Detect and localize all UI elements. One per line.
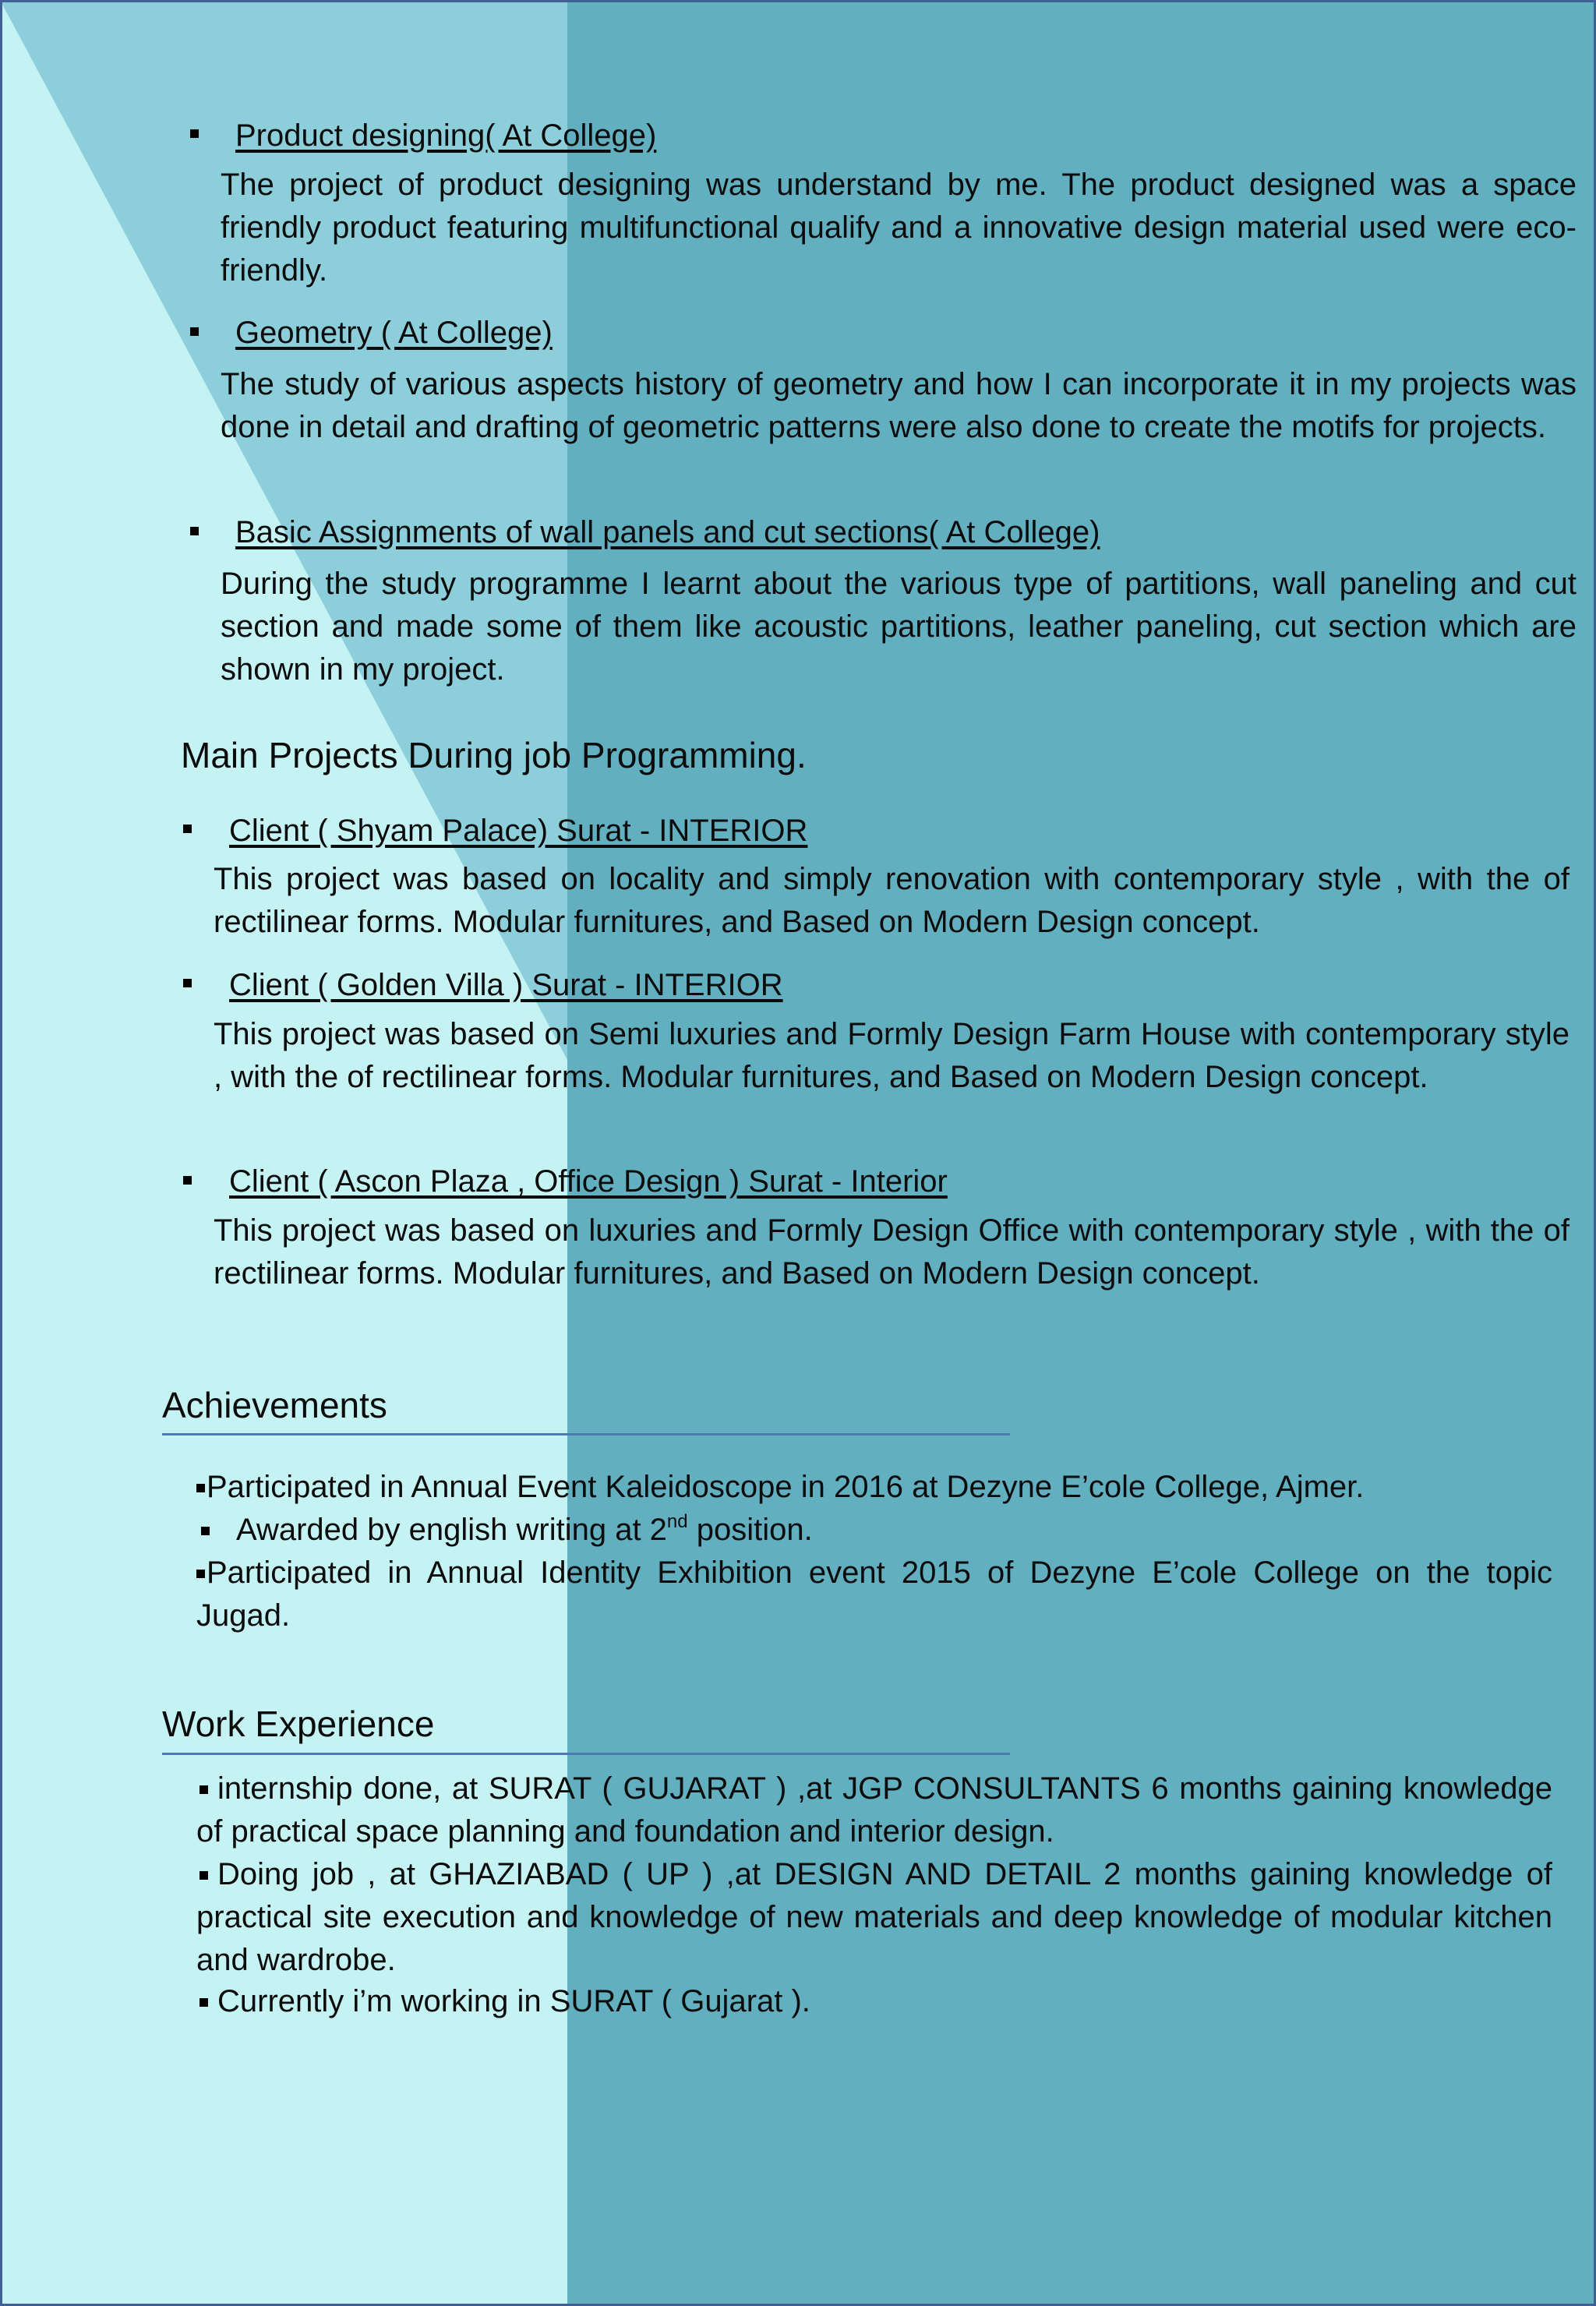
work-experience-item	[196, 1980, 1552, 2023]
client-project-description: This project was based on Semi luxuries and Formly Design Farm House with contemporary style , with the of rectilinear forms. Modular furnitures, and Based on Modern Design concept.	[214, 1017, 1570, 1094]
work-experience-text: Doing job , at GHAZIABAD ( UP ) ,at DESIGN AND DETAIL 2 months gaining knowledge of practical site execution and knowledge of new materials and deep knowledge of modular kitchen and wardrobe.	[196, 1857, 1552, 1977]
bullet-icon	[200, 1785, 208, 1794]
bullet-icon	[190, 527, 199, 535]
achievement-text: Participated in Annual Identity Exhibition event 2015 of Dezyne E’cole College on the topic Jugad.	[196, 1556, 1552, 1633]
section-divider	[162, 1753, 1010, 1755]
project-title: Geometry ( At College)	[235, 316, 553, 350]
bullet-icon	[190, 129, 199, 138]
section-divider	[162, 1433, 1010, 1436]
project-title: Product designing( At College)	[235, 118, 657, 153]
bullet-icon	[183, 1176, 192, 1185]
project-description: The study of various aspects history of geometry and how I can incorporate it in my projects was done in detail and drafting of geometric patterns were also done to create the motifs for projects.	[221, 367, 1577, 444]
bullet-icon	[200, 1871, 208, 1880]
achievement-item	[196, 1552, 1552, 1637]
achievement-text: Participated in Annual Event Kaleidoscope in 2016 at Dezyne E’cole College, Ajmer.	[207, 1470, 1365, 1504]
ordinal-suffix: nd	[666, 1511, 688, 1532]
bullet-icon	[190, 327, 199, 336]
client-project-description: This project was based on locality and simply renovation with contemporary style , with the of rectilinear forms. Modular furnitures, and Based on Modern Design concept.	[214, 862, 1570, 939]
client-project-title: Client ( Golden Villa ) Surat - INTERIOR	[229, 968, 783, 1002]
bullet-icon	[200, 1998, 208, 2007]
work-experience-text: Currently i’m working in SURAT ( Gujarat ).	[217, 1984, 810, 2018]
bullet-icon	[183, 825, 192, 833]
main-projects-heading: Main Projects During job Programming.	[181, 735, 807, 775]
bullet-icon	[196, 1484, 205, 1492]
bullet-icon	[183, 979, 192, 987]
achievement-item	[201, 1509, 1557, 1552]
project-title: Basic Assignments of wall panels and cut sections( At College)	[235, 515, 1100, 549]
client-project-title: Client ( Ascon Plaza , Office Design ) Surat - Interior	[229, 1164, 948, 1199]
work-experience-heading: Work Experience	[162, 1704, 435, 1744]
work-experience-text: internship done, at SURAT ( GUJARAT ) ,at JGP CONSULTANTS 6 months gaining knowledge of practical space planning and foundation and interior design.	[196, 1771, 1552, 1849]
bullet-icon	[201, 1527, 210, 1535]
project-description: During the study programme I learnt about the various type of partitions, wall paneling and cut section and made some of them like acoustic partitions, leather paneling, cut section which are shown in my project.	[221, 567, 1577, 687]
work-experience-item	[196, 1853, 1552, 1982]
achievement-item	[196, 1466, 1552, 1509]
achievement-text: position.	[687, 1513, 813, 1547]
achievement-text: Awarded by english writing at 2	[236, 1513, 667, 1547]
project-description: The project of product designing was understand by me. The product designed was a space friendly product featuring multifunctional qualify and a innovative design material used were eco-friendly.	[221, 168, 1577, 288]
bullet-icon	[196, 1570, 205, 1578]
achievements-heading: Achievements	[162, 1385, 387, 1425]
client-project-title: Client ( Shyam Palace) Surat - INTERIOR	[229, 814, 808, 848]
client-project-description: This project was based on luxuries and Formly Design Office with contemporary style , with the of rectilinear forms. Modular furnitures, and Based on Modern Design concept.	[214, 1213, 1570, 1291]
work-experience-item	[196, 1767, 1552, 1853]
